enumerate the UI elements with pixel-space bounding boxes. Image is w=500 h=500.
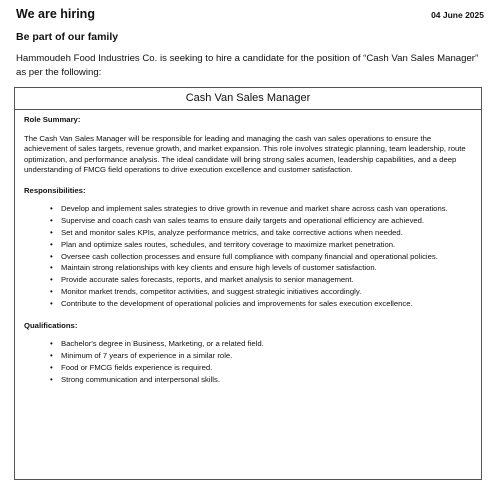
list-item-text: Oversee cash collection processes and ensure full compliance with company financial and operational policies. [61,251,438,261]
bullet-icon: • [50,275,53,285]
list-item [50,204,473,215]
role-summary-label: Role Summary: [24,115,81,124]
list-item-text: Food or FMCG fields experience is required. [61,362,213,372]
job-title: Cash Van Sales Manager [15,88,481,110]
subtitle: Be part of our family [16,31,119,43]
bullet-icon: • [50,339,53,349]
responsibilities-list [24,204,473,310]
bullet-icon: • [50,239,53,249]
list-item [50,216,473,227]
header-row [16,7,484,25]
list-item [50,252,473,263]
list-item-text: Monitor market trends, competitor activities, and suggest strategic initiatives accordingly. [61,287,362,297]
list-item-text: Strong communication and interpersonal skills. [61,374,220,384]
list-item [50,228,473,239]
list-item [50,263,473,274]
list-item-text: Contribute to the development of operational policies and improvements for sales execution excellence. [61,299,413,309]
bullet-icon: • [50,203,53,213]
list-item-text: Bachelor's degree in Business, Marketing, or a related field. [61,339,264,349]
qualifications-label: Qualifications: [24,321,78,331]
list-item-text: Develop and implement sales strategies to drive growth in revenue and market share across cash van operations. [61,203,448,213]
list-item [50,363,473,374]
list-item-text: Provide accurate sales forecasts, reports, and market analysis to senior management. [61,275,354,285]
list-item [50,287,473,298]
list-item [50,299,473,310]
job-description-box [14,87,482,480]
list-item-text: Set and monitor sales KPIs, analyze performance metrics, and take corrective actions when needed. [61,227,403,237]
bullet-icon: • [50,287,53,297]
list-item [50,240,473,251]
list-item [50,351,473,362]
bullet-icon: • [50,374,53,384]
list-item [50,275,473,286]
qualifications-list [24,339,473,386]
role-summary-text: The Cash Van Sales Manager will be responsible for leading and managing the cash van sales operations to ensure the achievement of sales targets, revenue growth, and market expansion. This role involves strategic planning, team leadership, route optimization, and performance analysis. The ideal candidate will bring strong sales acumen, leadership capabilities, and a deep understanding of FMCG field operations to drive execution excellence and customer satisfaction. [24,133,466,175]
list-item-text: Maintain strong relationships with key clients and ensure high levels of customer satisfaction. [61,263,377,273]
bullet-icon: • [50,351,53,360]
intro-text: Hammoudeh Food Industries Co. is seeking to hire a candidate for the position of “Cash Van Sales Manager” as per the following: [16,53,479,78]
posting-date: 04 June 2025 [431,10,484,20]
hiring-heading: We are hiring [16,7,95,21]
bullet-icon: • [50,299,53,309]
list-item [50,375,473,386]
job-description-body [15,110,481,386]
bullet-icon: • [50,227,53,237]
responsibilities-label: Responsibilities: [24,185,86,195]
list-item-text: Plan and optimize sales routes, schedules, and territory coverage to maximize market penetration. [61,239,396,249]
bullet-icon: • [50,251,53,261]
list-item [50,339,473,350]
bullet-icon: • [50,362,53,372]
list-item-text: Supervise and coach cash van sales teams to ensure daily targets and operational efficiency are achieved. [61,215,425,225]
bullet-icon: • [50,215,53,225]
bullet-icon: • [50,263,53,273]
list-item-text: Minimum of 7 years of experience in a similar role. [61,351,233,360]
